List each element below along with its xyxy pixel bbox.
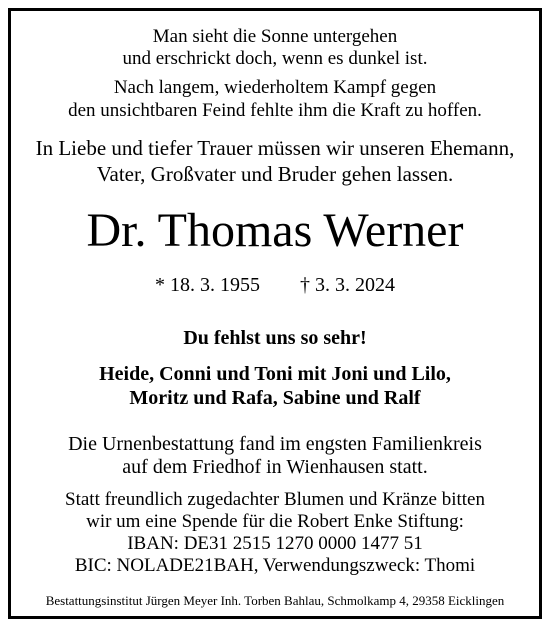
obituary-content <box>11 11 539 616</box>
poem-line-1: Man sieht die Sonne untergehen <box>152 26 398 47</box>
poem-line-2: und erschrickt doch, wenn es dunkel ist. <box>122 48 428 69</box>
message-line: Du fehlst uns so sehr! <box>183 327 367 349</box>
obituary-frame <box>8 8 542 619</box>
donation-line-1: Statt freundlich zugedachter Blumen und Kränze bitten <box>65 489 485 510</box>
poem-line-3: Nach langem, wiederholtem Kampf gegen <box>113 77 437 98</box>
death-date: † 3. 3. 2024 <box>300 274 395 296</box>
intro-line-2: Vater, Großvater und Bruder gehen lassen. <box>96 162 454 186</box>
donation-line-2: wir um eine Spende für die Robert Enke Stiftung: <box>86 511 464 532</box>
burial-line-1: Die Urnenbestattung fand im engsten Familienkreis <box>68 433 482 455</box>
funeral-home-footer: Bestattungsinstitut Jürgen Meyer Inh. Torben Bahlau, Schmolkamp 4, 29358 Eicklingen <box>45 593 505 608</box>
donation-iban: IBAN: DE31 2515 1270 0000 1477 51 <box>127 533 423 554</box>
family-line-2: Moritz und Rafa, Sabine und Ralf <box>129 387 421 409</box>
poem-line-4: den unsichtbaren Feind fehlte ihm die Kraft zu hoffen. <box>68 100 482 121</box>
burial-line-2: auf dem Friedhof in Wienhausen statt. <box>122 456 428 478</box>
deceased-name: Dr. Thomas Werner <box>86 204 464 257</box>
birth-date: * 18. 3. 1955 <box>155 274 260 296</box>
donation-bic: BIC: NOLADE21BAH, Verwendungszweck: Thomi <box>74 555 476 576</box>
intro-line-1: In Liebe und tiefer Trauer müssen wir unseren Ehemann, <box>35 136 515 160</box>
life-dates <box>11 273 539 297</box>
family-line-1: Heide, Conni und Toni mit Joni und Lilo, <box>99 363 451 385</box>
